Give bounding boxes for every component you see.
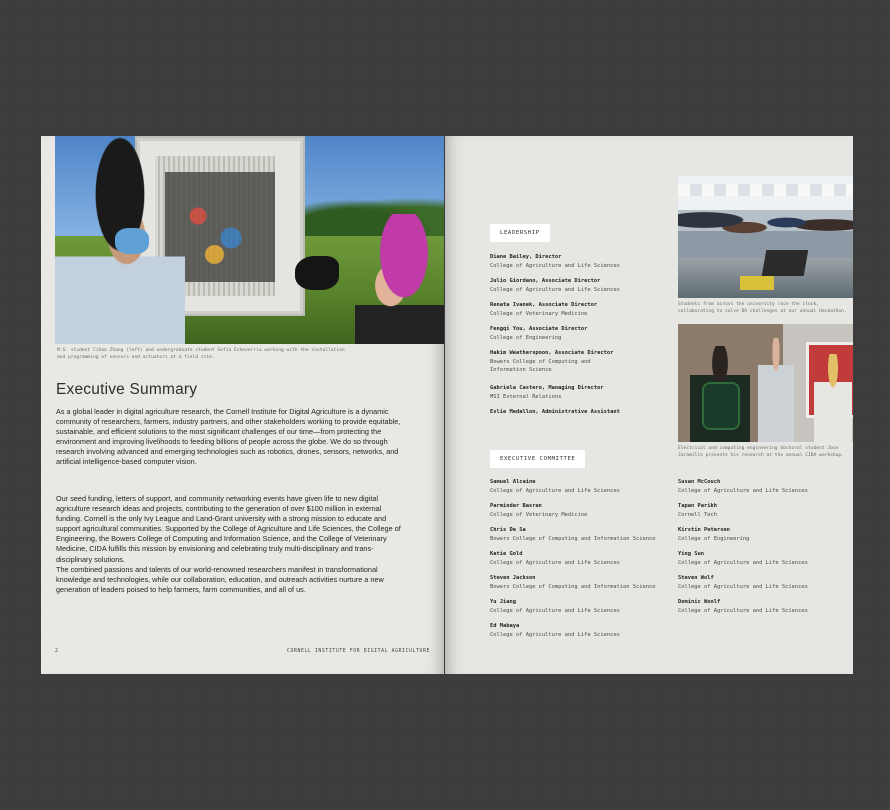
member-org: Cornell Tech	[678, 511, 717, 518]
member-org: College of Agriculture and Life Sciences	[678, 559, 808, 566]
leader-org: College of Engineering	[490, 334, 562, 341]
committee-entry	[490, 622, 620, 639]
committee-entry	[678, 502, 717, 519]
member-name: Steven Wolf	[678, 575, 714, 581]
summary-paragraph-2-container	[56, 494, 408, 595]
right-page	[445, 136, 853, 674]
leader-org: College of Agriculture and Life Sciences	[490, 262, 620, 269]
page-number: 2	[55, 649, 59, 654]
leader-name: Renata Ivanek, Associate Director	[490, 302, 598, 308]
hackathon-photo	[678, 176, 853, 298]
committee-entry	[490, 478, 620, 495]
leader-org-line-2: Information Science	[490, 367, 552, 374]
leadership-entry	[490, 325, 587, 342]
leadership-label: LEADERSHIP	[490, 224, 550, 242]
leader-name: Julio Giordano, Associate Director	[490, 278, 601, 284]
member-org: College of Agriculture and Life Sciences	[490, 559, 620, 566]
member-name: Parminder Basran	[490, 503, 542, 509]
member-name: Tapan Parikh	[678, 503, 717, 509]
leader-org: Bowers College of Computing and	[490, 358, 591, 365]
committee-entry	[490, 598, 620, 615]
page-title: Executive Summary	[56, 381, 198, 398]
member-org: College of Agriculture and Life Sciences	[490, 607, 620, 614]
committee-entry	[678, 526, 749, 543]
member-name: Chris De Sa	[490, 527, 526, 533]
member-org: College of Agriculture and Life Sciences	[678, 487, 808, 494]
member-name: Kirstin Petersen	[678, 527, 730, 533]
leader-name: Gabriela Castero, Managing Director	[490, 385, 604, 391]
member-org: College of Agriculture and Life Sciences	[678, 583, 808, 590]
leader-name: Eslie Medallon, Administrative Assistant	[490, 409, 620, 415]
leader-org: College of Agriculture and Life Sciences	[490, 286, 620, 293]
summary-paragraph-3: The combined passions and talents of our world-renowned researchers manifest in transformational knowledge and technologies, while our collaboration, education, and outreach activities nurture a new generation of leaders poised to help farmers, farm communities, and all of us.	[56, 564, 384, 594]
leadership-entry	[490, 349, 613, 375]
leadership-entry	[490, 277, 620, 294]
member-org: Bowers College of Computing and Information Science	[490, 583, 656, 590]
leader-org: MSI External Relations	[490, 393, 562, 400]
summary-paragraph-1: As a global leader in digital agriculture research, the Cornell Institute for Digital Agriculture is a dynamic community of researchers, farmers, industry partners, and other stakeholders working to provide equitable, sustainable, and efficient solutions to the most significant challenges of our time—from protecting the environment and improving livelihoods to feeding billions of people across the globe. We do so through research involving advanced and emerging technologies such as robotics, drones, sensors, networks, and artificial intelligence-based computer vision.	[56, 407, 401, 467]
member-name: Katie Gold	[490, 551, 523, 557]
member-name: Ed Mabaya	[490, 623, 520, 629]
field-sensor-photo	[55, 136, 444, 344]
committee-entry	[678, 574, 808, 591]
member-org: College of Engineering	[678, 535, 750, 542]
committee-entry	[678, 550, 808, 567]
workshop-photo-caption: Electrical and computing engineering doctoral student Jose Jaramillo presents his research at the annual CIDA workshop.	[678, 446, 844, 458]
leadership-entry	[490, 408, 620, 417]
member-name: Dominic Woolf	[678, 599, 721, 605]
booklet-spread	[41, 136, 853, 674]
leader-name: Hakim Weatherspoon, Associate Director	[490, 350, 614, 356]
member-org: College of Agriculture and Life Sciences	[490, 487, 620, 494]
committee-entry	[678, 478, 808, 495]
committee-entry	[490, 502, 587, 519]
left-page	[41, 136, 444, 674]
member-name: Ying Sun	[678, 551, 704, 557]
committee-entry	[490, 550, 620, 567]
member-org: Bowers College of Computing and Information Science	[490, 535, 656, 542]
leadership-entry	[490, 253, 620, 270]
workshop-photo	[678, 324, 853, 442]
summary-paragraph-2: Our seed funding, letters of support, and community networking events have given life to new digital agriculture research ideas and projects, contributing to the generation of over $100 million in external funding. Cornell is the only Ivy League and Land-Grant university with a strong mission to educate and support agricultural communities. Supported by the College of Agriculture and Life Sciences, the College of Engineering, the Bowers College of Computing and Information Science, and the College of Veterinary Medicine, CIDA fulfills this mission by envisioning and celebrating truly multi-disciplinary and trans-disciplinary solutions.	[56, 494, 401, 564]
member-name: Samuel Alcaine	[490, 479, 536, 485]
member-name: Susan McCouch	[678, 479, 721, 485]
member-name: Steven Jackson	[490, 575, 536, 581]
member-org: College of Veterinary Medicine	[490, 511, 588, 518]
committee-entry	[490, 574, 656, 591]
leadership-entry	[490, 384, 604, 401]
hackathon-photo-caption: Students from across the university race the clock, collaborating to solve DA challenges at our annual Hackathon.	[678, 302, 847, 314]
committee-entry	[490, 526, 656, 543]
member-name: Yu Jiang	[490, 599, 516, 605]
leader-org: College of Veterinary Medicine	[490, 310, 588, 317]
leader-name: Diane Bailey, Director	[490, 254, 562, 260]
photo-caption: M.S. student Cihao Zhang (left) and undergraduate student Sofia Echeverria working with the installation and programming of sensors and actuators at a field site.	[57, 348, 345, 360]
footer-institute-name: CORNELL INSTITUTE FOR DIGITAL AGRICULTURE	[287, 649, 431, 654]
leader-name: Fengqi You, Associate Director	[490, 326, 588, 332]
member-org: College of Agriculture and Life Sciences	[678, 607, 808, 614]
member-org: College of Agriculture and Life Sciences	[490, 631, 620, 638]
leadership-entry	[490, 301, 597, 318]
committee-entry	[678, 598, 808, 615]
executive-committee-label: EXECUTIVE COMMITTEE	[490, 450, 585, 468]
